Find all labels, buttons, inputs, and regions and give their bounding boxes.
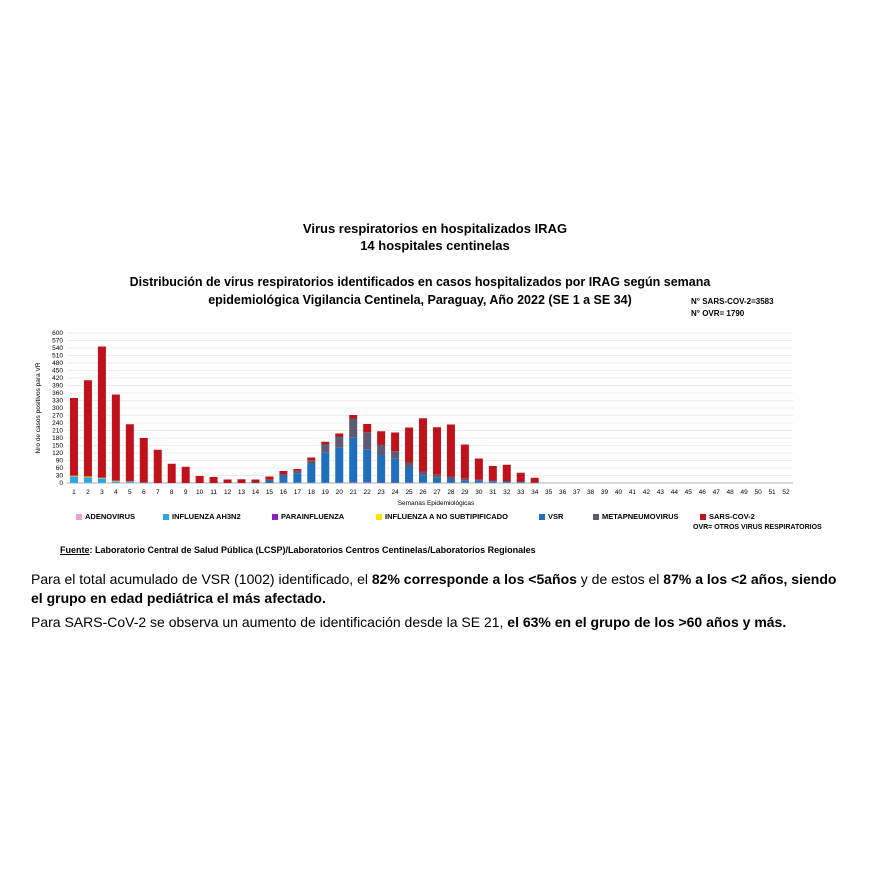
- page-subtitle: 14 hospitales centinelas: [360, 238, 510, 253]
- bar-segment: [224, 480, 232, 484]
- legend-item: [376, 512, 508, 521]
- y-tick-label: 450: [52, 367, 63, 375]
- bar-segment: [349, 482, 357, 483]
- bar-segment: [84, 477, 92, 478]
- bar-segment: [419, 472, 427, 476]
- bar-segment: [517, 473, 525, 482]
- bar-segment: [238, 479, 246, 483]
- y-axis-label: Nro de casos positivos para VR: [35, 362, 42, 454]
- bar-segment: [293, 469, 301, 471]
- para1-text2: y de estos el: [576, 571, 664, 587]
- bar-segment: [321, 444, 329, 453]
- x-tick-label: 27: [433, 489, 441, 496]
- x-tick-label: 14: [251, 489, 260, 496]
- x-tick-label: 2: [86, 489, 90, 496]
- x-tick-label: 48: [726, 489, 734, 496]
- x-tick-label: 41: [628, 489, 637, 496]
- legend-swatch: [163, 514, 169, 520]
- legend-swatch: [700, 514, 706, 520]
- x-tick-label: 30: [475, 489, 483, 496]
- bar-segment: [405, 463, 413, 468]
- x-tick-label: 18: [307, 489, 315, 496]
- y-tick-label: 0: [59, 480, 63, 488]
- x-tick-label: 40: [614, 489, 623, 496]
- bar-segment: [84, 477, 92, 483]
- bar-segment: [447, 479, 455, 483]
- bar-segment: [279, 474, 287, 477]
- legend-label: SARS-COV-2: [709, 512, 755, 521]
- x-tick-label: 13: [237, 489, 246, 496]
- y-tick-label: 360: [52, 390, 63, 398]
- bar-segment: [210, 477, 218, 483]
- bar-segment: [196, 476, 204, 483]
- y-tick-label: 180: [52, 435, 63, 443]
- y-tick-label: 330: [52, 397, 63, 405]
- bar-segment: [461, 445, 469, 479]
- bar-segment: [335, 437, 343, 448]
- x-tick-label: 38: [586, 489, 595, 496]
- x-tick-label: 25: [405, 489, 413, 496]
- bar-segment: [405, 428, 413, 463]
- bar-segment: [251, 483, 259, 484]
- x-tick-label: 26: [419, 489, 427, 496]
- bar-segment: [321, 442, 329, 444]
- bar-segment: [279, 477, 287, 483]
- legend-item: [76, 512, 135, 521]
- x-tick-label: 47: [712, 489, 720, 496]
- x-tick-label: 3: [100, 489, 104, 496]
- x-tick-label: 22: [363, 489, 371, 496]
- legend-swatch: [272, 514, 278, 520]
- x-tick-label: 29: [461, 489, 469, 496]
- x-tick-label: 51: [768, 489, 776, 496]
- bar-segment: [321, 453, 329, 483]
- bar-segment: [335, 448, 343, 483]
- bar-segment: [447, 425, 455, 477]
- x-tick-label: 45: [684, 489, 692, 496]
- bar-segment: [475, 459, 483, 480]
- bar-segment: [377, 431, 385, 445]
- source-label: Fuente: [60, 545, 90, 555]
- bar-segment: [279, 471, 287, 474]
- bar-segment: [70, 476, 78, 477]
- x-tick-label: 21: [349, 489, 357, 496]
- legend-swatch: [593, 514, 599, 520]
- bar-segment: [168, 464, 176, 483]
- y-tick-label: 60: [55, 465, 63, 473]
- x-tick-label: 36: [559, 489, 567, 496]
- paragraph-sars: [31, 613, 846, 632]
- bar-segment: [112, 481, 120, 483]
- paragraph-vsr: [31, 570, 846, 608]
- bar-segment: [98, 478, 106, 483]
- para2-text1: Para SARS-CoV-2 se observa un aumento de identificación desde la SE 21,: [31, 614, 508, 630]
- y-tick-label: 90: [55, 457, 63, 465]
- sars-total-note: N° SARS-COV-2=3583: [691, 297, 774, 306]
- bar-segment: [503, 465, 511, 481]
- x-tick-label: 24: [391, 489, 399, 496]
- bar-segment: [363, 432, 371, 450]
- bar-segment: [307, 458, 315, 461]
- y-tick-label: 300: [52, 405, 63, 413]
- x-tick-label: 5: [128, 489, 132, 496]
- x-tick-label: 52: [782, 489, 790, 496]
- bar-segment: [98, 347, 106, 478]
- ovr-definition: OVR= OTROS VIRUS RESPIRATORIOS: [693, 524, 822, 531]
- bar-segment: [461, 480, 469, 483]
- y-tick-label: 570: [52, 337, 63, 345]
- source-note: [60, 545, 536, 555]
- bar-segment: [112, 395, 120, 481]
- stacked-bar-chart: [0, 320, 870, 515]
- bar-segment: [363, 424, 371, 432]
- y-tick-label: 420: [52, 375, 63, 383]
- para1-bold2: 87% a los <2 años, siendo el grupo en edad pediátrica el más afectado.: [31, 571, 837, 606]
- bar-segment: [391, 459, 399, 483]
- bar-segment: [489, 481, 497, 482]
- chart-title-line2: epidemiológica Vigilancia Centinela, Paraguay, Año 2022 (SE 1 a SE 34): [208, 293, 632, 307]
- bar-segment: [293, 471, 301, 474]
- x-tick-label: 23: [377, 489, 385, 496]
- legend-label: PARAINFLUENZA: [281, 512, 345, 521]
- x-tick-label: 7: [155, 489, 160, 496]
- x-tick-label: 34: [531, 489, 539, 496]
- bar-segment: [98, 478, 106, 479]
- x-tick-label: 6: [141, 489, 146, 496]
- legend-swatch: [376, 514, 382, 520]
- x-tick-label: 42: [642, 489, 651, 496]
- y-tick-label: 510: [52, 352, 63, 360]
- x-tick-label: 37: [572, 489, 581, 496]
- bar-segment: [475, 481, 483, 483]
- bar-segment: [112, 481, 120, 482]
- y-tick-label: 540: [52, 345, 63, 353]
- x-tick-label: 4: [114, 489, 118, 496]
- x-tick-label: 17: [293, 489, 301, 496]
- legend-item: [593, 512, 679, 521]
- para2-bold1: el 63% en el grupo de los >60 años y más.: [507, 614, 787, 630]
- legend-swatch: [76, 514, 82, 520]
- x-tick-label: 10: [196, 489, 204, 496]
- y-tick-label: 150: [52, 442, 63, 450]
- x-tick-label: 11: [210, 489, 217, 496]
- y-tick-label: 600: [52, 330, 63, 338]
- bar-segment: [70, 398, 78, 476]
- y-tick-label: 270: [52, 412, 63, 420]
- bar-segment: [447, 477, 455, 480]
- bar-segment: [391, 433, 399, 452]
- bar-segment: [126, 424, 134, 481]
- x-tick-label: 16: [279, 489, 288, 496]
- chart-title-line1: Distribución de virus respiratorios identificados en casos hospitalizados por IRAG según semana: [129, 275, 711, 289]
- bar-segment: [503, 482, 511, 483]
- legend-label: INFLUENZA A NO SUBTIPIFICADO: [385, 512, 508, 521]
- y-tick-label: 240: [52, 420, 63, 428]
- bar-segment: [517, 482, 525, 483]
- legend-label: METAPNEUMOVIRUS: [602, 512, 679, 521]
- bar-segment: [251, 480, 259, 483]
- bar-segment: [377, 445, 385, 455]
- bar-segment: [307, 460, 315, 464]
- source-text: : Laboratorio Central de Salud Pública (LCSP)/Laboratorios Centros Centinelas/Laboratorios Regionales: [89, 545, 536, 555]
- x-tick-label: 35: [545, 489, 553, 496]
- legend-label: INFLUENZA AH3N2: [172, 512, 241, 521]
- bar-segment: [517, 482, 525, 483]
- bar-segment: [489, 481, 497, 483]
- legend-item: [539, 512, 563, 521]
- x-tick-label: 32: [503, 489, 511, 496]
- bar-segment: [405, 468, 413, 483]
- bar-segment: [335, 434, 343, 437]
- bar-segment: [363, 482, 371, 483]
- x-tick-label: 9: [183, 489, 188, 496]
- y-tick-label: 210: [52, 427, 63, 435]
- bar-segment: [140, 438, 148, 483]
- x-axis-label: Semanas Epidemiológicas: [397, 500, 475, 507]
- bar-segment: [84, 380, 92, 476]
- ovr-total-note: N° OVR= 1790: [691, 309, 745, 318]
- x-tick-label: 1: [72, 489, 76, 496]
- x-tick-label: 44: [670, 489, 678, 496]
- bar-segment: [531, 478, 539, 483]
- bar-segment: [70, 477, 78, 483]
- x-tick-label: 31: [489, 489, 497, 496]
- bar-segment: [475, 480, 483, 481]
- x-tick-label: 20: [335, 489, 343, 496]
- x-tick-label: 15: [265, 489, 274, 496]
- legend-label: ADENOVIRUS: [85, 512, 136, 521]
- bar-segment: [433, 427, 441, 475]
- bar-segment: [503, 481, 511, 482]
- y-tick-label: 30: [55, 472, 63, 480]
- y-tick-label: 480: [52, 360, 63, 368]
- x-tick-label: 50: [754, 489, 762, 496]
- x-tick-label: 12: [223, 489, 232, 496]
- bar-segment: [182, 467, 190, 483]
- bar-segment: [433, 478, 441, 483]
- bar-segment: [391, 451, 399, 459]
- legend-swatch: [539, 514, 545, 520]
- bar-segment: [419, 418, 427, 471]
- page-title: Virus respiratorios en hospitalizados IRAG: [302, 221, 568, 236]
- bar-segment: [461, 479, 469, 481]
- bar-segment: [489, 466, 497, 481]
- x-tick-label: 33: [517, 489, 525, 496]
- bar-segment: [265, 481, 273, 483]
- legend-label: VSR: [548, 512, 564, 521]
- bar-segment: [349, 419, 357, 438]
- bar-segment: [307, 464, 315, 483]
- x-tick-label: 8: [169, 489, 174, 496]
- bar-segment: [349, 437, 357, 482]
- bar-segment: [433, 475, 441, 478]
- bar-segment: [293, 473, 301, 483]
- legend-item: [272, 512, 344, 521]
- bar-segment: [126, 482, 134, 483]
- y-tick-label: 120: [52, 450, 63, 458]
- bar-segment: [154, 450, 162, 483]
- x-tick-label: 46: [698, 489, 706, 496]
- x-tick-label: 43: [656, 489, 664, 496]
- bar-segment: [377, 455, 385, 483]
- bar-segment: [265, 480, 273, 481]
- bar-segment: [419, 475, 427, 483]
- x-tick-label: 19: [321, 489, 329, 496]
- legend-item: [700, 512, 755, 521]
- bar-segment: [349, 415, 357, 419]
- para1-bold1: 82% corresponde a los <5años: [371, 571, 577, 587]
- x-tick-label: 39: [600, 489, 609, 496]
- x-tick-label: 28: [447, 489, 455, 496]
- y-tick-label: 390: [52, 382, 63, 390]
- legend-item: [163, 512, 241, 521]
- bar-segment: [265, 477, 273, 480]
- bar-segment: [140, 483, 148, 484]
- bar-segment: [363, 450, 371, 483]
- x-tick-label: 49: [740, 489, 748, 496]
- para1-text1: Para el total acumulado de VSR (1002) identificado, el: [31, 571, 372, 587]
